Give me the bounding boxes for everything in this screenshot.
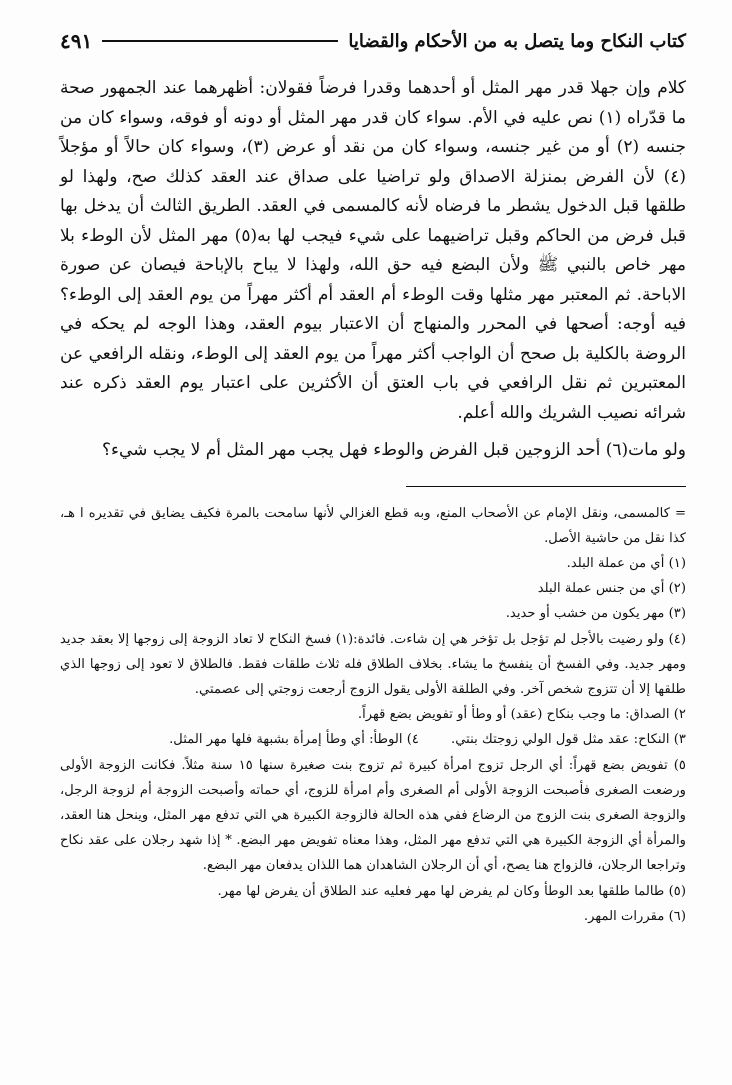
main-paragraph: كلام وإن جهلا قدر مهر المثل أو أحدهما وقدرا فرضاً فقولان: أظهرهما عند الجمهور صحة ما قدّراه (١) نص عليه في الأم. سواء كان قدر مهر المثل أو دونه أو فوقه، وسواء كان من جنسه (٢) أو من غير جنسه، وسواء كان من نقد أو عرض (٣)، وسواء كان حالاً أو مؤجلاً (٤) لأن الفرض بمنزلة الاصداق ولو تراضيا على صداق عند العقد كذلك صح، ولهذا لو طلقها قبل الدخول يشطر ما فرضاه لأنه كالمسمى في العقد. الطريق الثالث أن يدخل بها قبل فرض من الحاكم وقبل تراضيهما على شيء فيجب لها به(٥) مهر المثل لأن الوطء بلا مهر خاص بالنبي ﷺ ولأن البضع فيه حق الله، ولهذا لا يباح بالإباحة فيصان عن صورة الاباحة. ثم المعتبر مهر مثلها وقت الوطء أم العقد أم أكثر مهراً من يوم العقد إلى الوطء؟ فيه أوجه: أصحها في المحرر والمنهاج أن الاعتبار بيوم العقد، وهذا الوجه لم يحكه في الروضة بالكلية بل صحح أن الواجب أكثر مهراً من يوم العقد إلى الوطء، ونقله الرافعي عن المعتبرين ثم نقل الرافعي في باب العتق أن الأكثرين على اعتبار يوم العقد ذكره عند شرائه نصيب الشريك والله أعلم. — [60, 78, 686, 423]
header-rule — [102, 40, 338, 42]
footnote-4-line-3: ٣) النكاح: عقد مثل قول الولي زوجتك بنتي. — [451, 732, 686, 748]
page-number: ٤٩١ — [60, 29, 93, 53]
footnote-2: (٢) أي من جنس عملة البلد — [537, 581, 686, 597]
footnote-separator — [406, 486, 686, 487]
running-header — [60, 30, 686, 52]
footnote-continuation: = كالمسمى، ونقل الإمام عن الأصحاب المنع، وبه قطع الغزالي لأنها سامحت بالمرة فكيف يضايق في تقديره ا هـ، كذا نقل من حاشية الأصل. — [60, 505, 686, 546]
chapter-title: كتاب النكاح وما يتصل به من الأحكام والقضايا — [348, 30, 686, 52]
footnote-4: (٤) ولو رضيت بالأجل لم تؤجل بل تؤخر هي إن شاءت. فائدة:(١) فسخ النكاح لا تعاد الزوجة إلى زوجها إلا بعقد جديد ومهر جديد. وفي الفسخ أن ينفسخ ما يشاء. بخلاف الطلاق فله ثلاث طلقات فقط. فالطلاق لا تعود إلى زوجها الذي طلقها إلا أن تتزوج شخص آخر. وفي الطلقة الأولى يقول الزوج أرجعت زوجتي إلى عصمتي. — [60, 631, 686, 697]
main-paragraph-question: ولو مات(٦) أحد الزوجين قبل الفرض والوطء فهل يجب مهر المثل أم لا يجب شيء؟ — [102, 440, 686, 460]
footnote-4-line-5: ٥) تفويض بضع قهراً: أي الرجل تزوج امرأة كبيرة ثم تزوج بنت صغيرة سنها ١٥ سنة مثلاً. فكانت الزوجة الأولى ورضعت الصغرى فأصبحت الزوجة الأولى أم الصغرى وأم امرأة للزوج، أي حماته وأصبحت الزوجة أم لزوجة الرجل، والزوجة الصغرى بنت الزوج من الرضاع ففي هذه الحالة فالزوجة الكبيرة هي التي تدفع مهر المثل، وينحل هنا العقد، والمرأة أي الزوجة الكبيرة هي التي تدفع مهر المثل، وهذا معناه تفويض مهر البضع. * إذا شهد رجلان على عقد نكاح وتراجعا الرجلان، فالزواج هنا يصح، أي أن الرجلان الشاهدان هما اللذان يدفعان مهر البضع. — [60, 757, 687, 874]
footnote-6: (٦) مقررات المهر. — [583, 908, 686, 924]
footnote-4-line-4: ٤) الوطأ: أي وطأ إمرأة بشبهة فلها مهر المثل. — [169, 732, 419, 748]
footnote-4-line-2: ٢) الصداق: ما وجب بنكاح (عقد) أو وطأ أو تفويض بضع قهراً. — [357, 707, 686, 723]
footnotes — [60, 501, 686, 929]
footnote-5: (٥) طالما طلقها بعد الوطأ وكان لم يفرض لها مهر فعليه عند الطلاق أن يفرض لها مهر. — [217, 883, 686, 899]
main-text — [60, 74, 686, 466]
footnote-1: (١) أي من عملة البلد. — [566, 555, 686, 571]
footnote-3: (٣) مهر يكون من خشب أو حديد. — [505, 606, 686, 622]
footnote-4-line-3-4 — [60, 727, 686, 752]
